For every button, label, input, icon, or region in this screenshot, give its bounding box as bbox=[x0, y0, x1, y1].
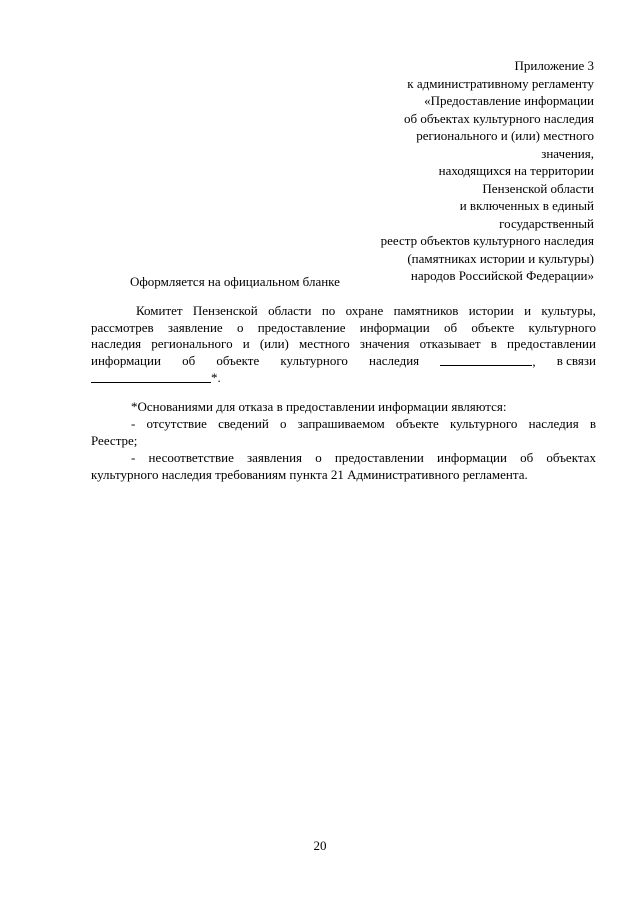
word: запрашиваемом bbox=[297, 416, 385, 431]
word: Комитет bbox=[136, 303, 183, 318]
word: рассмотрев bbox=[91, 319, 154, 335]
appendix-line: государственный bbox=[499, 215, 594, 231]
word: в bbox=[490, 336, 497, 352]
grounds-item bbox=[91, 415, 596, 432]
word: заявление bbox=[167, 319, 223, 335]
blank-field-object bbox=[440, 353, 535, 371]
word: и bbox=[242, 336, 250, 352]
paragraph-line bbox=[91, 320, 596, 337]
appendix-line: к административному регламенту bbox=[407, 75, 594, 91]
appendix-line: народов Российской Федерации» bbox=[410, 268, 594, 283]
word: наследия bbox=[528, 416, 579, 431]
word: области bbox=[268, 303, 312, 318]
word: культурного bbox=[528, 319, 596, 335]
word: о bbox=[315, 450, 322, 465]
word: о bbox=[236, 319, 244, 335]
word: объектах bbox=[546, 450, 596, 465]
word: - bbox=[131, 416, 136, 431]
fill-in-blank bbox=[91, 370, 211, 383]
word: охране bbox=[345, 303, 384, 318]
word: объекте bbox=[216, 352, 260, 368]
word: *. bbox=[211, 370, 221, 386]
word: наследия bbox=[369, 352, 420, 368]
word: сведений bbox=[218, 416, 269, 431]
grounds-item-continuation: Реестре; bbox=[91, 433, 138, 448]
word: об bbox=[182, 352, 196, 368]
word: информации bbox=[359, 319, 430, 335]
word: наследия bbox=[91, 336, 142, 352]
appendix-line: значения, bbox=[541, 145, 594, 161]
grounds-item bbox=[91, 449, 596, 466]
appendix-line: об объектах культурного наследия bbox=[404, 110, 594, 126]
paragraph-line bbox=[91, 353, 596, 371]
fill-in-blank bbox=[440, 353, 532, 366]
word: Пензенской bbox=[192, 303, 258, 318]
page-number: 20 bbox=[313, 838, 327, 853]
word: культурного bbox=[449, 416, 518, 431]
appendix-line: (памятниках истории и культуры) bbox=[407, 250, 594, 266]
paragraph-line bbox=[91, 370, 596, 387]
word: , bbox=[532, 353, 536, 369]
word: памятников bbox=[393, 303, 459, 318]
word: несоответствие bbox=[148, 450, 234, 465]
refusal-paragraph bbox=[91, 303, 596, 387]
word: по bbox=[321, 303, 336, 318]
refusal-grounds bbox=[91, 398, 596, 483]
official-letterhead-note: Оформляется на официальном бланке bbox=[130, 274, 340, 289]
word: (или) bbox=[259, 336, 289, 352]
word: информации bbox=[91, 352, 161, 368]
appendix-line: реестр объектов культурного наследия bbox=[380, 233, 594, 248]
word: объекте bbox=[471, 319, 515, 335]
word: предоставлении bbox=[334, 450, 424, 465]
appendix-line: «Предоставление информации bbox=[424, 93, 594, 108]
word: культуры, bbox=[541, 303, 596, 318]
word: о bbox=[279, 416, 287, 431]
word: - bbox=[131, 450, 136, 465]
grounds-item-continuation: культурного наследия требованиям пункта 21 Административного регламента. bbox=[91, 467, 528, 482]
appendix-line: находящихся на территории bbox=[438, 163, 594, 178]
word: информации bbox=[437, 450, 507, 465]
word: отказывает bbox=[419, 336, 481, 352]
word: и bbox=[524, 303, 532, 318]
word: культурного bbox=[280, 352, 348, 368]
word: об bbox=[443, 319, 458, 335]
grounds-heading: *Основаниями для отказа в предоставлении информации являются: bbox=[131, 399, 507, 414]
word: регионального bbox=[151, 336, 233, 352]
word: об bbox=[520, 450, 534, 465]
paragraph-line bbox=[91, 303, 596, 320]
word: отсутствие bbox=[146, 416, 207, 431]
appendix-line: регионального и (или) местного bbox=[416, 128, 594, 143]
word: предоставлении bbox=[507, 336, 596, 352]
appendix-line: и включенных в единый bbox=[459, 198, 594, 213]
word: предоставление bbox=[257, 319, 346, 335]
word: истории bbox=[468, 303, 514, 318]
appendix-header bbox=[381, 57, 594, 285]
paragraph-line bbox=[91, 336, 596, 353]
appendix-line: Пензенской области bbox=[482, 180, 594, 196]
word: значения bbox=[359, 336, 410, 352]
appendix-line: Приложение 3 bbox=[514, 58, 594, 73]
word: в bbox=[589, 416, 596, 431]
word: объекте bbox=[395, 416, 439, 431]
word: в связи bbox=[556, 352, 596, 368]
word: местного bbox=[299, 336, 350, 352]
word: заявления bbox=[247, 450, 303, 465]
